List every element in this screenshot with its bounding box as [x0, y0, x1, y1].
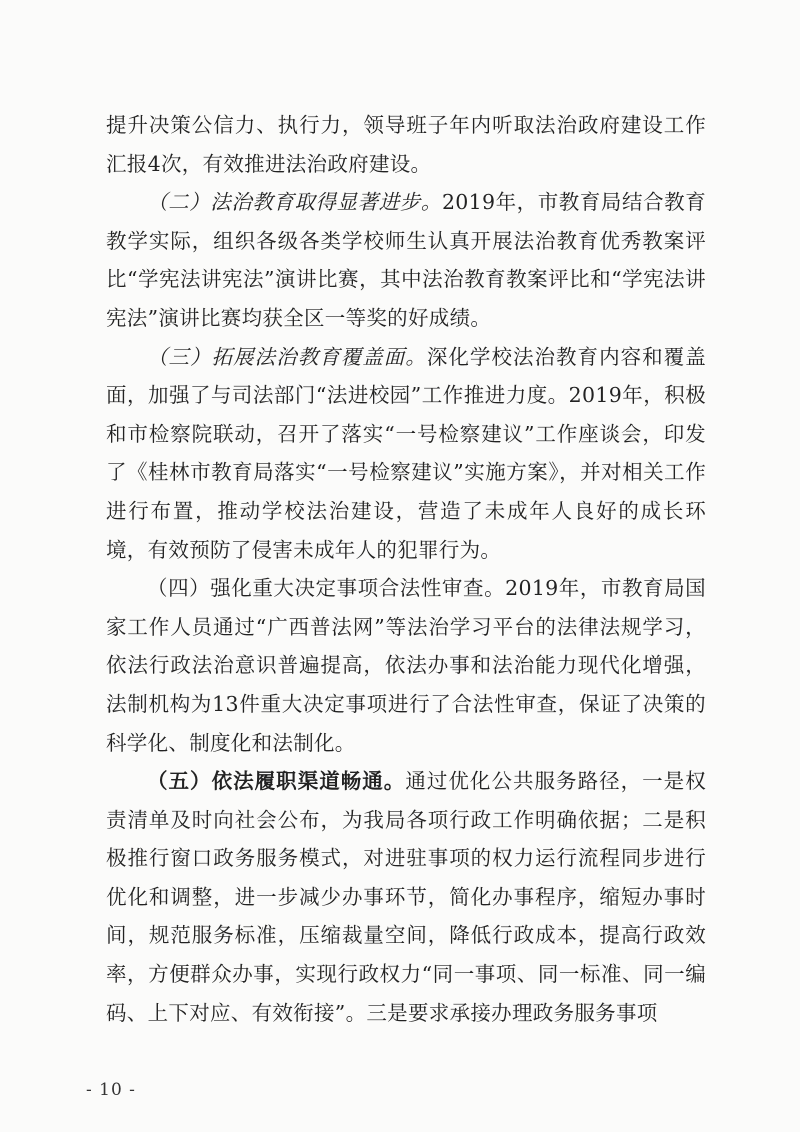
paragraph-body: 提升决策公信力、执行力，领导班子年内听取法治政府建设工作汇报4次，有效推进法治政府建设。: [106, 113, 706, 176]
paragraph-body: 通过优化公共服务路径，一是权责清单及时向社会公布，为我局各项行政工作明确依据；二是积极推行窗口政务服务模式，对进驻事项的权力运行流程同步进行优化和调整，进一步减少办事环节，简化办事程序，缩短办事时间，规范服务标准，压缩裁量空间，降低行政成本，提高行政效率，方便群众办事，实现行政权力“同一事项、同一标准、同一编码、上下对应、有效衔接”。三是要求承接办理政务服务事项: [106, 769, 707, 1025]
paragraph-continuation: [106, 106, 706, 183]
paragraph-section-5: [106, 762, 706, 1032]
section-heading: （三）拓展法治教育覆盖面。: [147, 344, 427, 369]
paragraph-body: 2019年，市教育局结合教育教学实际，组织各级各类学校师生认真开展法治教育优秀教案评比“学宪法讲宪法”演讲比赛，其中法治教育教案评比和“学宪法讲宪法”演讲比赛均获全区一等奖的好成绩。: [106, 190, 706, 330]
section-heading: （二）法治教育取得显著进步。: [147, 190, 442, 215]
paragraph-body: 2019年，市教育局国家工作人员通过“广西普法网”等法治学习平台的法律法规学习，依法行政法治意识普遍提高，依法办事和法治能力现代化增强，法制机构为13件重大决定事项进行了合法性审查，保证了决策的科学化、制度化和法制化。: [106, 576, 706, 755]
page-number: - 10 -: [86, 1080, 136, 1100]
paragraph-body: 深化学校法治教育内容和覆盖面，加强了与司法部门“法进校园”工作推进力度。2019年，积极和市检察院联动，召开了落实“一号检察建议”工作座谈会，印发了《桂林市教育局落实“一号检察建议”实施方案》，并对相关工作进行布置，推动学校法治建设，营造了未成年人良好的成长环境，有效预防了侵害未成年人的犯罪行为。: [106, 344, 706, 562]
section-heading: （四）强化重大决定事项合法性审查。: [147, 576, 506, 601]
paragraph-section-2: [106, 183, 706, 337]
section-heading: （五）依法履职渠道畅通。: [147, 769, 406, 794]
paragraph-section-3: [106, 338, 706, 570]
paragraph-section-4: [106, 569, 706, 762]
document-body: [106, 106, 706, 1032]
